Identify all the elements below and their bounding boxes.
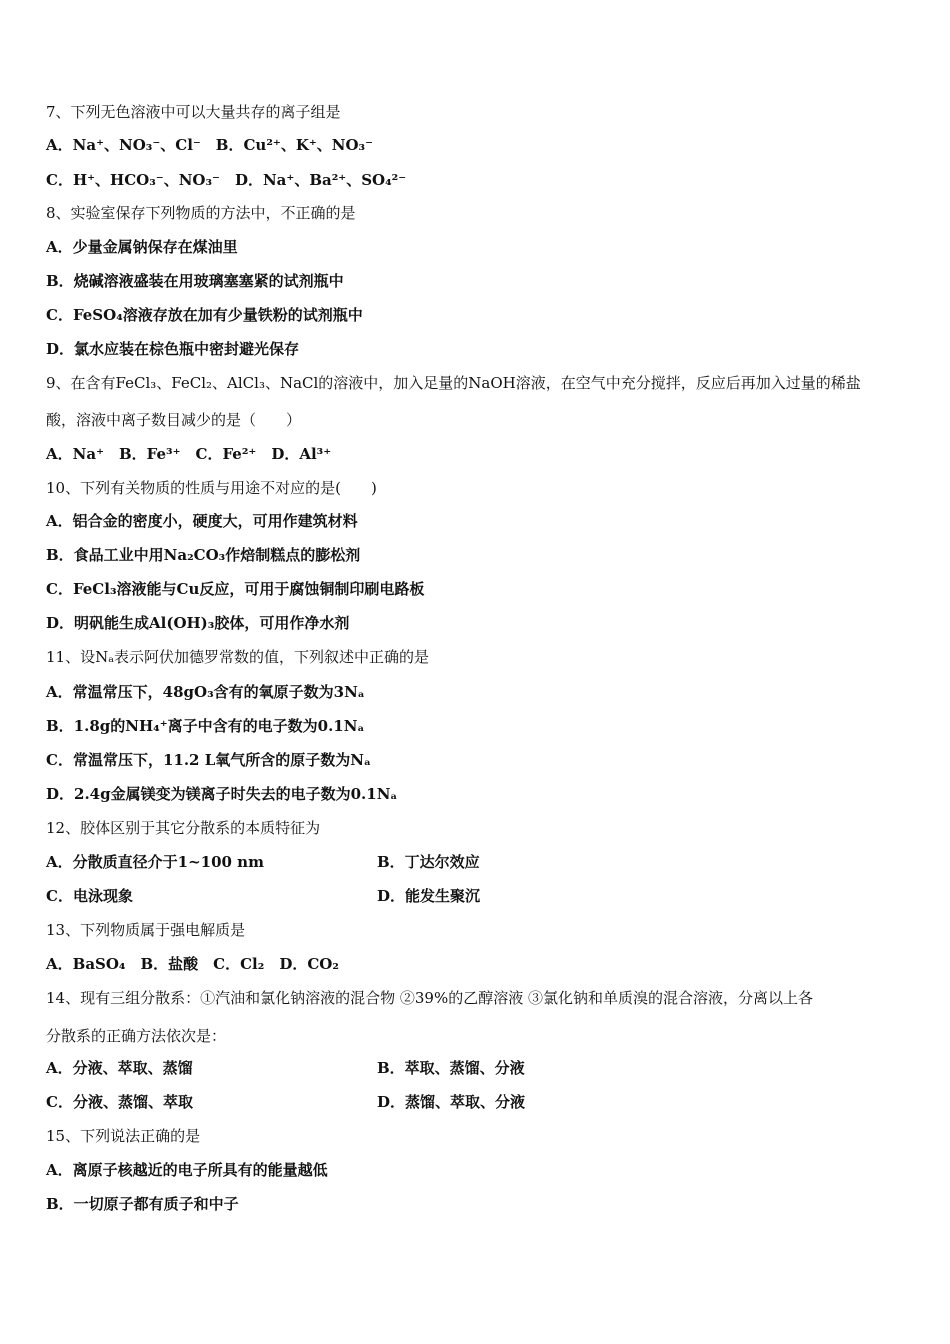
answer-option: B．1.8g的NH₄⁺离子中含有的电子数为0.1Nₐ [46,717,365,735]
answer-option: C．电泳现象 [46,887,133,905]
answer-option: B．食品工业中用Na₂CO₃作焙制糕点的膨松剂 [46,546,361,564]
answer-option: A．BaSO₄ B．盐酸 C．Cl₂ D．CO₂ [46,955,339,973]
question-text: 12、胶体区别于其它分散系的本质特征为 [46,819,321,837]
answer-option: A．铝合金的密度小，硬度大，可用作建筑材料 [46,512,358,530]
question-text: 9、在含有FeCl₃、FeCl₂、AlCl₃、NaCl的溶液中，加入足量的NaOH溶液，在空气中充分搅拌，反应后再加入过量的稀盐 [46,374,861,392]
answer-option: A．离原子核越近的电子所具有的能量越低 [46,1161,328,1179]
answer-option: C．FeCl₃溶液能与Cu反应，可用于腐蚀铜制印刷电路板 [46,580,425,598]
answer-option: D．明矾能生成Al(OH)₃胶体，可用作净水剂 [46,614,350,632]
answer-option: A．少量金属钠保存在煤油里 [46,238,238,256]
question-text: 10、下列有关物质的性质与用途不对应的是( ) [46,479,377,497]
question-text: 酸，溶液中离子数目减少的是（ ） [46,411,302,429]
answer-option: D．氯水应装在棕色瓶中密封避光保存 [46,340,300,358]
answer-option: C．分液、蒸馏、萃取 [46,1093,193,1111]
answer-option: B．丁达尔效应 [377,853,480,871]
answer-option: B．烧碱溶液盛装在用玻璃塞塞紧的试剂瓶中 [46,272,344,290]
answer-option: A．分液、萃取、蒸馏 [46,1059,193,1077]
answer-option: D．2.4g金属镁变为镁离子时失去的电子数为0.1Nₐ [46,785,398,803]
answer-option: C．常温常压下，11.2 L氧气所含的原子数为Nₐ [46,751,371,769]
answer-option: D．能发生聚沉 [377,887,481,905]
question-text: 分散系的正确方法依次是： [46,1027,227,1045]
question-text: 14、现有三组分散系：①汽油和氯化钠溶液的混合物 ②39%的乙醇溶液 ③氯化钠和单质溴的混合溶液，分离以上各 [46,989,813,1007]
answer-option: A．Na⁺ B．Fe³⁺ C．Fe²⁺ D．Al³⁺ [46,445,332,463]
answer-option: A．常温常压下，48gO₃含有的氧原子数为3Nₐ [46,683,365,701]
answer-option: B．一切原子都有质子和中子 [46,1195,239,1213]
answer-option: D．蒸馏、萃取、分液 [377,1093,526,1111]
question-text: 8、实验室保存下列物质的方法中，不正确的是 [46,204,356,222]
answer-option: C．H⁺、HCO₃⁻、NO₃⁻ D．Na⁺、Ba²⁺、SO₄²⁻ [46,171,407,189]
question-text: 15、下列说法正确的是 [46,1127,201,1145]
answer-option: A．Na⁺、NO₃⁻、Cl⁻ B．Cu²⁺、K⁺、NO₃⁻ [46,136,374,154]
question-text: 7、下列无色溶液中可以大量共存的离子组是 [46,103,341,121]
answer-option: B．萃取、蒸馏、分液 [377,1059,525,1077]
answer-option: A．分散质直径介于1~100 nm [46,853,264,871]
question-text: 13、下列物质属于强电解质是 [46,921,246,939]
question-text: 11、设Nₐ表示阿伏加德罗常数的值，下列叙述中正确的是 [46,648,430,666]
answer-option: C．FeSO₄溶液存放在加有少量铁粉的试剂瓶中 [46,306,363,324]
